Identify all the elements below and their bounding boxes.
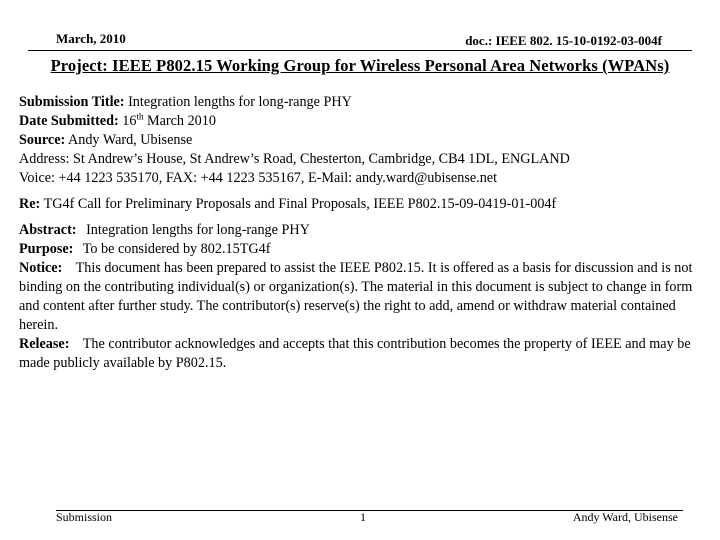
- header-date: March, 2010: [56, 31, 126, 46]
- address-line: Address: St Andrew’s House, St Andrew’s Road, Chesterton, Cambridge, CB4 1DL, ENGLAND: [19, 151, 570, 167]
- re-line: [19, 195, 715, 214]
- submission-block: [19, 93, 715, 188]
- notice-value: This document has been prepared to assist the IEEE P802.15. It is offered as a basis for discussion and is not binding on the contributing individual(s) or organization(s). The material in this document is subject to change in form and content after further study. The contributor(s) reserve(s) the right to add, amend or withdraw material contained herein.: [19, 260, 693, 333]
- details-block: [19, 221, 715, 373]
- date-submitted-line: [19, 112, 715, 131]
- date-submitted-suffix: th: [136, 111, 144, 122]
- purpose-value: To be considered by 802.15TG4f: [82, 241, 271, 257]
- submission-title-label: Submission Title:: [19, 94, 125, 110]
- project-title: Project: IEEE P802.15 Working Group for Wireless Personal Area Networks (WPANs): [50, 56, 670, 75]
- re-value: TG4f Call for Preliminary Proposals and Final Proposals, IEEE P802.15-09-0419-01-004f: [43, 196, 557, 212]
- date-submitted-day: 16: [122, 113, 137, 129]
- voice-line: Voice: +44 1223 535170, FAX: +44 1223 535167, E-Mail: andy.ward@ubisense.net: [19, 170, 498, 186]
- purpose-line: [19, 240, 715, 259]
- re-block: [19, 195, 715, 214]
- header-rule: [28, 50, 692, 51]
- release-paragraph: [19, 335, 715, 373]
- release-label: Release:: [19, 336, 70, 352]
- date-submitted-label: Date Submitted:: [19, 113, 119, 129]
- submission-title-line: [19, 93, 715, 112]
- purpose-label: Purpose:: [19, 241, 74, 257]
- abstract-label: Abstract:: [19, 222, 77, 238]
- abstract-value: Integration lengths for long-range PHY: [86, 222, 310, 238]
- footer-author: Andy Ward, Ubisense: [572, 510, 678, 524]
- source-label: Source:: [19, 132, 66, 148]
- re-label: Re:: [19, 196, 41, 212]
- source-value: Andy Ward, Ubisense: [68, 132, 193, 148]
- source-line: [19, 131, 715, 150]
- notice-label: Notice:: [19, 260, 63, 276]
- date-submitted-rest: March 2010: [147, 113, 216, 129]
- footer-submission: Submission: [56, 510, 113, 524]
- header-doc-id: doc.: IEEE 802. 15-10-0192-03-004f: [465, 33, 662, 48]
- release-value: The contributor acknowledges and accepts that this contribution becomes the property of IEEE and may be made publicly available by P802.15.: [19, 336, 691, 371]
- submission-title-value: Integration lengths for long-range PHY: [128, 94, 352, 110]
- footer-page-number: 1: [360, 510, 366, 524]
- notice-paragraph: [19, 259, 715, 335]
- abstract-line: [19, 221, 715, 240]
